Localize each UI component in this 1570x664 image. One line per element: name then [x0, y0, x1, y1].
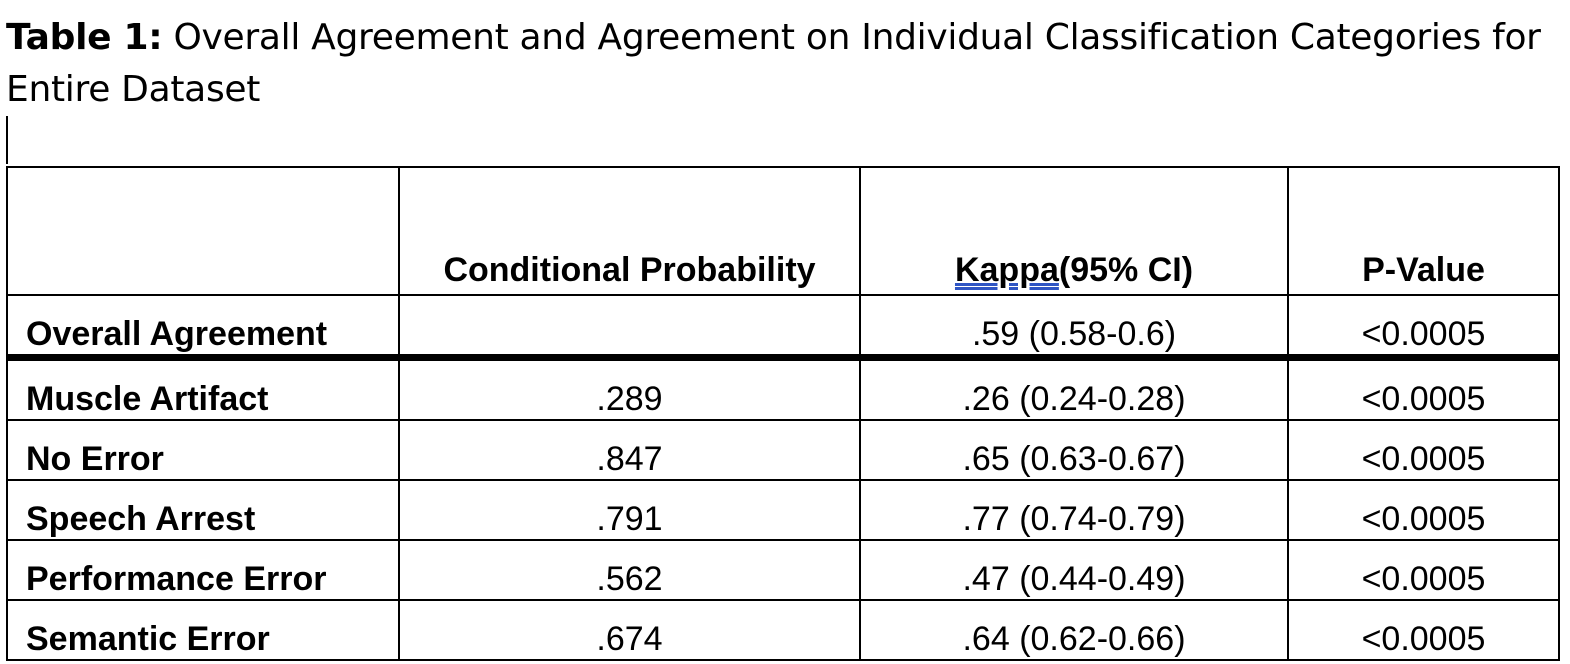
cell-kappa: .26 (0.24-0.28)	[860, 358, 1288, 421]
cell-kappa: .64 (0.62-0.66)	[860, 600, 1288, 660]
table-row	[7, 600, 1559, 660]
row-label: Performance Error	[7, 540, 399, 600]
cell-conditional-probability: .847	[399, 420, 860, 480]
table-row	[7, 480, 1559, 540]
text-cursor	[6, 116, 8, 164]
cell-conditional-probability	[399, 295, 860, 358]
cell-p-value: <0.0005	[1288, 540, 1559, 600]
cell-p-value: <0.0005	[1288, 600, 1559, 660]
header-kappa-word: Kappa	[954, 251, 1059, 289]
header-empty	[7, 167, 399, 295]
cell-kappa: .47 (0.44-0.49)	[860, 540, 1288, 600]
cell-conditional-probability: .791	[399, 480, 860, 540]
row-label: Muscle Artifact	[7, 358, 399, 421]
caption-label: Table 1:	[6, 17, 163, 58]
cell-conditional-probability: .289	[399, 358, 860, 421]
row-label: No Error	[7, 420, 399, 480]
cell-p-value: <0.0005	[1288, 295, 1559, 358]
cell-conditional-probability: .562	[399, 540, 860, 600]
cell-kappa: .77 (0.74-0.79)	[860, 480, 1288, 540]
row-label: Speech Arrest	[7, 480, 399, 540]
cell-p-value: <0.0005	[1288, 480, 1559, 540]
cell-conditional-probability: .674	[399, 600, 860, 660]
cell-kappa: .59 (0.58-0.6)	[860, 295, 1288, 358]
table-row	[7, 420, 1559, 480]
table-row	[7, 540, 1559, 600]
header-conditional-probability: Conditional Probability	[399, 167, 860, 295]
header-row	[7, 167, 1559, 295]
header-p-value: P-Value	[1288, 167, 1559, 295]
table-row	[7, 358, 1559, 421]
row-label: Semantic Error	[7, 600, 399, 660]
row-label: Overall Agreement	[7, 295, 399, 358]
cell-p-value: <0.0005	[1288, 358, 1559, 421]
table-caption	[6, 12, 1562, 116]
cell-kappa: .65 (0.63-0.67)	[860, 420, 1288, 480]
header-kappa-ci: (95% CI)	[1058, 251, 1194, 289]
header-kappa	[860, 167, 1288, 295]
cell-p-value: <0.0005	[1288, 420, 1559, 480]
table-row	[7, 295, 1559, 358]
results-table	[6, 166, 1560, 661]
caption-text: Overall Agreement and Agreement on Individual Classification Categories for Entire Dataset	[6, 17, 1541, 110]
